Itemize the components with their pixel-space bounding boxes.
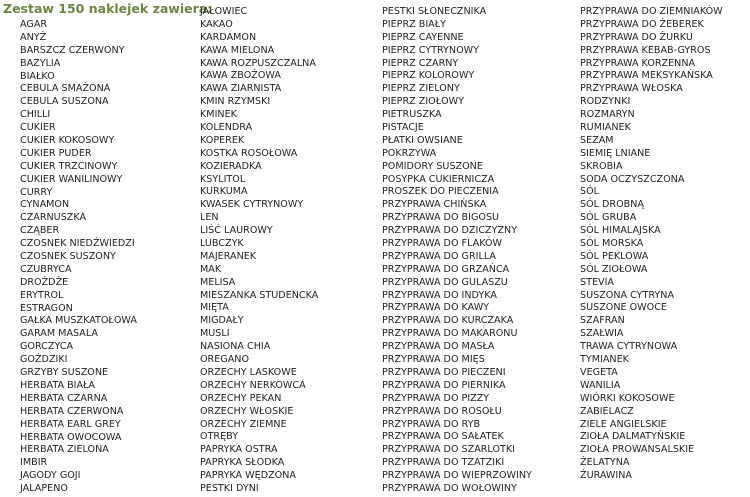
list-item: SÓL HIMALAJSKA <box>580 225 661 237</box>
list-item: GARAM MASALA <box>20 328 98 340</box>
list-item: PRZYPRAWA DO MASŁA <box>382 341 495 353</box>
sticker-list-column-4 <box>580 6 723 483</box>
list-item: PRZYPRAWA DO PIECZENI <box>382 366 506 378</box>
list-item: SÓL PEKLOWA <box>580 250 649 262</box>
list-item: MUSLI <box>200 328 230 340</box>
list-item: HERBATA OWOCOWA <box>20 431 122 443</box>
list-item: STEVIA <box>580 276 614 288</box>
list-item: HERBATA CZERWONA <box>20 405 124 417</box>
list-item: KURKUMA <box>200 186 248 198</box>
list-item: CUKIER KOKOSOWY <box>20 135 115 147</box>
list-item: PRZYPRAWA KORZENNA <box>580 57 696 69</box>
list-item: PRZYPRAWA MEKSYKAŃSKA <box>580 70 713 82</box>
list-item: CYNAMON <box>20 199 70 211</box>
list-item: ZABIELACZ <box>580 405 634 417</box>
list-item: SZAFRAN <box>580 315 625 327</box>
list-item: MAJERANEK <box>200 250 257 262</box>
list-item: PRZYPRAWA DO SAŁATEK <box>382 431 504 443</box>
list-item: PAPRYKA OSTRA <box>200 444 278 456</box>
list-item: MIESZANKA STUDENCKA <box>200 289 319 301</box>
list-item: PRZYPRAWA DO WOŁOWINY <box>382 482 517 494</box>
list-item: LEN <box>200 212 219 224</box>
list-item: ORZECHY WŁOSKIE <box>200 405 294 417</box>
list-item: ERYTROL <box>20 289 64 301</box>
list-item: PROSZEK DO PIECZENIA <box>382 186 499 198</box>
list-item: ROZMARYN <box>580 109 635 121</box>
list-item: PRZYPRAWA DO GULASZU <box>382 276 508 288</box>
list-item: PIEPRZ CYTRYNOWY <box>382 44 479 56</box>
list-item: CUKIER WANILINOWY <box>20 173 123 185</box>
list-item: CZOSNEK NIEDŹWIEDZI <box>20 238 135 250</box>
list-item: KAWA ZIARNISTA <box>200 83 282 95</box>
list-item: PRZYPRAWA DO GRZAŃCA <box>382 263 510 275</box>
list-item: KSYLITOL <box>200 173 246 185</box>
list-item: PIEPRZ ZIELONY <box>382 83 460 95</box>
list-item: MIĘTA <box>200 302 229 314</box>
list-item: GRZYBY SUSZONE <box>20 367 109 379</box>
list-item: KWASEK CYTRYNOWY <box>200 199 304 211</box>
list-item: SEZAM <box>580 134 614 146</box>
list-item: MIGDAŁY <box>200 315 244 327</box>
list-item: CHILLI <box>20 109 51 121</box>
list-item: PESTKI DYNI <box>200 482 259 494</box>
list-item: SODA OCZYSZCZONA <box>580 173 685 185</box>
list-item: PRZYPRAWA DO GRILLA <box>382 250 496 262</box>
list-item: PAPRYKA WĘDZONA <box>200 470 296 482</box>
list-item: ZIELE ANGIELSKIE <box>580 418 667 430</box>
list-item: TYMIANEK <box>580 354 629 366</box>
list-item: SKROBIA <box>580 160 623 172</box>
list-item: SUSZONA CYTRYNA <box>580 289 675 301</box>
list-item: KOSTKA ROSOŁOWA <box>200 147 298 159</box>
list-item: KMIN RZYMSKI <box>200 96 271 108</box>
list-item: PRZYPRAWA WŁOSKA <box>580 83 683 95</box>
list-item: SÓL DROBNĄ <box>580 199 644 211</box>
list-item: SÓL <box>580 186 599 198</box>
list-item: PRZYPRAWA DO ZIEMNIAKÓW <box>580 6 723 17</box>
list-item: PIEPRZ KOLOROWY <box>382 70 475 82</box>
list-item: PRZYPRAWA DO TZATZIKI <box>382 457 505 469</box>
list-item: PIEPRZ BIAŁY <box>382 18 446 30</box>
list-item: GORCZYCA <box>20 341 74 353</box>
list-item: PRZYPRAWA DO PIERNIKA <box>382 379 506 391</box>
list-item: PRZYPRAWA DO MIĘS <box>382 354 485 366</box>
list-item: GAŁKA MUSZKATOŁOWA <box>20 315 137 327</box>
list-item: PRZYPRAWA DO ROSOŁU <box>382 405 502 417</box>
list-item: CURRY <box>20 186 53 198</box>
list-item: PRZYPRAWA DO WIEPRZOWINY <box>382 470 532 482</box>
list-item: ŻURAWINA <box>580 470 632 482</box>
list-item: LUBCZYK <box>200 238 244 250</box>
list-item: HERBATA EARL GREY <box>20 418 121 430</box>
list-item: DROŻDŻE <box>20 276 69 288</box>
list-item: PRZYPRAWA CHIŃSKA <box>382 199 487 211</box>
list-item: POKRZYWA <box>382 147 437 159</box>
list-item: PISTACJE <box>382 122 424 134</box>
list-item: ZIOŁA DALMATYŃSKIE <box>580 431 686 443</box>
list-item: CZĄBER <box>20 225 60 237</box>
list-item: PRZYPRAWA DO ŻEBEREK <box>580 18 704 30</box>
list-item: PRZYPRAWA DO BIGOSU <box>382 212 500 224</box>
list-item: PRZYPRAWA DO MAKARONU <box>382 328 518 340</box>
list-item: PIETRUSZKA <box>382 109 442 121</box>
list-item: KOPEREK <box>200 134 245 146</box>
list-item: PRZYPRAWA DO KURCZAKA <box>382 315 514 327</box>
list-item: SÓL MORSKA <box>580 238 644 250</box>
list-item: TRAWA CYTRYNOWA <box>580 341 678 353</box>
list-item: KMINEK <box>200 109 237 121</box>
list-item: SÓL ZIOŁOWA <box>580 263 648 275</box>
list-item: RUMIANEK <box>580 122 631 134</box>
list-item: OTRĘBY <box>200 431 239 443</box>
list-item: PRZYPRAWA DO RYB <box>382 418 481 430</box>
list-item: CUKIER TRZCINOWY <box>20 160 118 172</box>
list-item: PRZYPRAWA DO ŻURKU <box>580 31 693 43</box>
list-item: KOZIERADKA <box>200 160 262 172</box>
list-item: PRZYPRAWA DO KAWY <box>382 302 490 314</box>
list-item: PAPRYKA SŁODKA <box>200 457 285 469</box>
list-item: LIŚĆ LAUROWY <box>200 225 273 237</box>
list-item: JAŁOWIEC <box>200 6 248 17</box>
list-item: ŻELATYNA <box>580 457 630 469</box>
list-item: ANYŻ <box>20 31 47 43</box>
list-item: CZOSNEK SUSZONY <box>20 251 116 263</box>
list-item: PIEPRZ CAYENNE <box>382 31 464 43</box>
list-item: VEGETA <box>580 366 618 378</box>
list-item: HERBATA CZARNA <box>20 392 108 404</box>
list-item: CUKIER <box>20 122 56 134</box>
list-item: HERBATA BIAŁA <box>20 379 95 391</box>
list-item: ORZECHY PEKAN <box>200 392 282 404</box>
list-item: MELISA <box>200 276 236 288</box>
list-item: HERBATA ZIELONA <box>20 444 109 456</box>
list-item: CEBULA SMAŻONA <box>20 83 111 95</box>
list-item: KAWA ROZPUSZCZALNA <box>200 57 316 69</box>
list-item: CZARNUSZKA <box>20 212 87 224</box>
list-item: SZAŁWIA <box>580 328 624 340</box>
list-item: NASIONA CHIA <box>200 341 271 353</box>
list-item: JAGODY GOJI <box>20 470 81 482</box>
list-item: WIÓRKI KOKOSOWE <box>580 392 675 404</box>
list-item: CEBULA SUSZONA <box>20 96 109 108</box>
list-item: CUKIER PUDER <box>20 147 92 159</box>
list-item: PRZYPRAWA DO DZICZYZNY <box>382 225 518 237</box>
list-item: OREGANO <box>200 354 250 366</box>
list-item: CZUBRYCA <box>20 263 72 275</box>
list-item: PRZYPRAWA DO SZARLOTKI <box>382 444 515 456</box>
list-item: ORZECHY ZIEMNE <box>200 418 287 430</box>
list-item: PRZYPRAWA DO FLAKÓW <box>382 238 502 250</box>
list-item: ZIOŁA PROWANSALSKIE <box>580 444 695 456</box>
list-item: KOLENDRA <box>200 122 253 134</box>
list-item: SIEMIĘ LNIANE <box>580 147 651 159</box>
list-item: GOŹDZIKI <box>20 354 68 366</box>
list-item: RODZYNKI <box>580 96 631 108</box>
list-item: ORZECHY NERKOWCA <box>200 379 306 391</box>
list-item: POSYPKA CUKIERNICZA <box>382 173 495 185</box>
page-title: Zestaw 150 naklejek zawiera: <box>3 1 213 16</box>
list-item: KARDAMON <box>200 31 257 43</box>
list-item: MAK <box>200 263 222 275</box>
list-item: JALAPENO <box>20 483 68 495</box>
list-item: WANILIA <box>580 379 621 391</box>
sticker-list-column-1 <box>20 19 137 496</box>
list-item: BARSZCZ CZERWONY <box>20 44 125 56</box>
list-item: IMBIR <box>20 457 48 469</box>
list-item: PŁATKI OWSIANE <box>382 134 463 146</box>
list-item: AGAR <box>20 19 48 30</box>
list-item: PESTKI SŁONECZNIKA <box>382 6 487 17</box>
list-item: POMIDORY SUSZONE <box>382 160 483 172</box>
list-item: PIEPRZ CZARNY <box>382 57 459 69</box>
list-item: ORZECHY LASKOWE <box>200 366 297 378</box>
sticker-list-column-3 <box>382 6 532 496</box>
list-item: BAZYLIA <box>20 57 61 69</box>
sticker-list-column-2 <box>200 6 318 496</box>
list-item: BIAŁKO <box>20 70 55 82</box>
list-item: KAWA ZBOŻOWA <box>200 70 281 82</box>
list-item: ESTRAGON <box>20 302 73 314</box>
list-item: SUSZONE OWOCE <box>580 302 667 314</box>
list-item: PIEPRZ ZIOŁOWY <box>382 96 464 108</box>
list-item: PRZYPRAWA KEBAB-GYROS <box>580 44 711 56</box>
list-item: SÓL GRUBA <box>580 212 637 224</box>
list-item: KAWA MIELONA <box>200 44 275 56</box>
list-item: PRZYPRAWA DO PIZZY <box>382 392 490 404</box>
list-item: KAKAO <box>200 18 233 30</box>
list-item: PRZYPRAWA DO INDYKA <box>382 289 497 301</box>
